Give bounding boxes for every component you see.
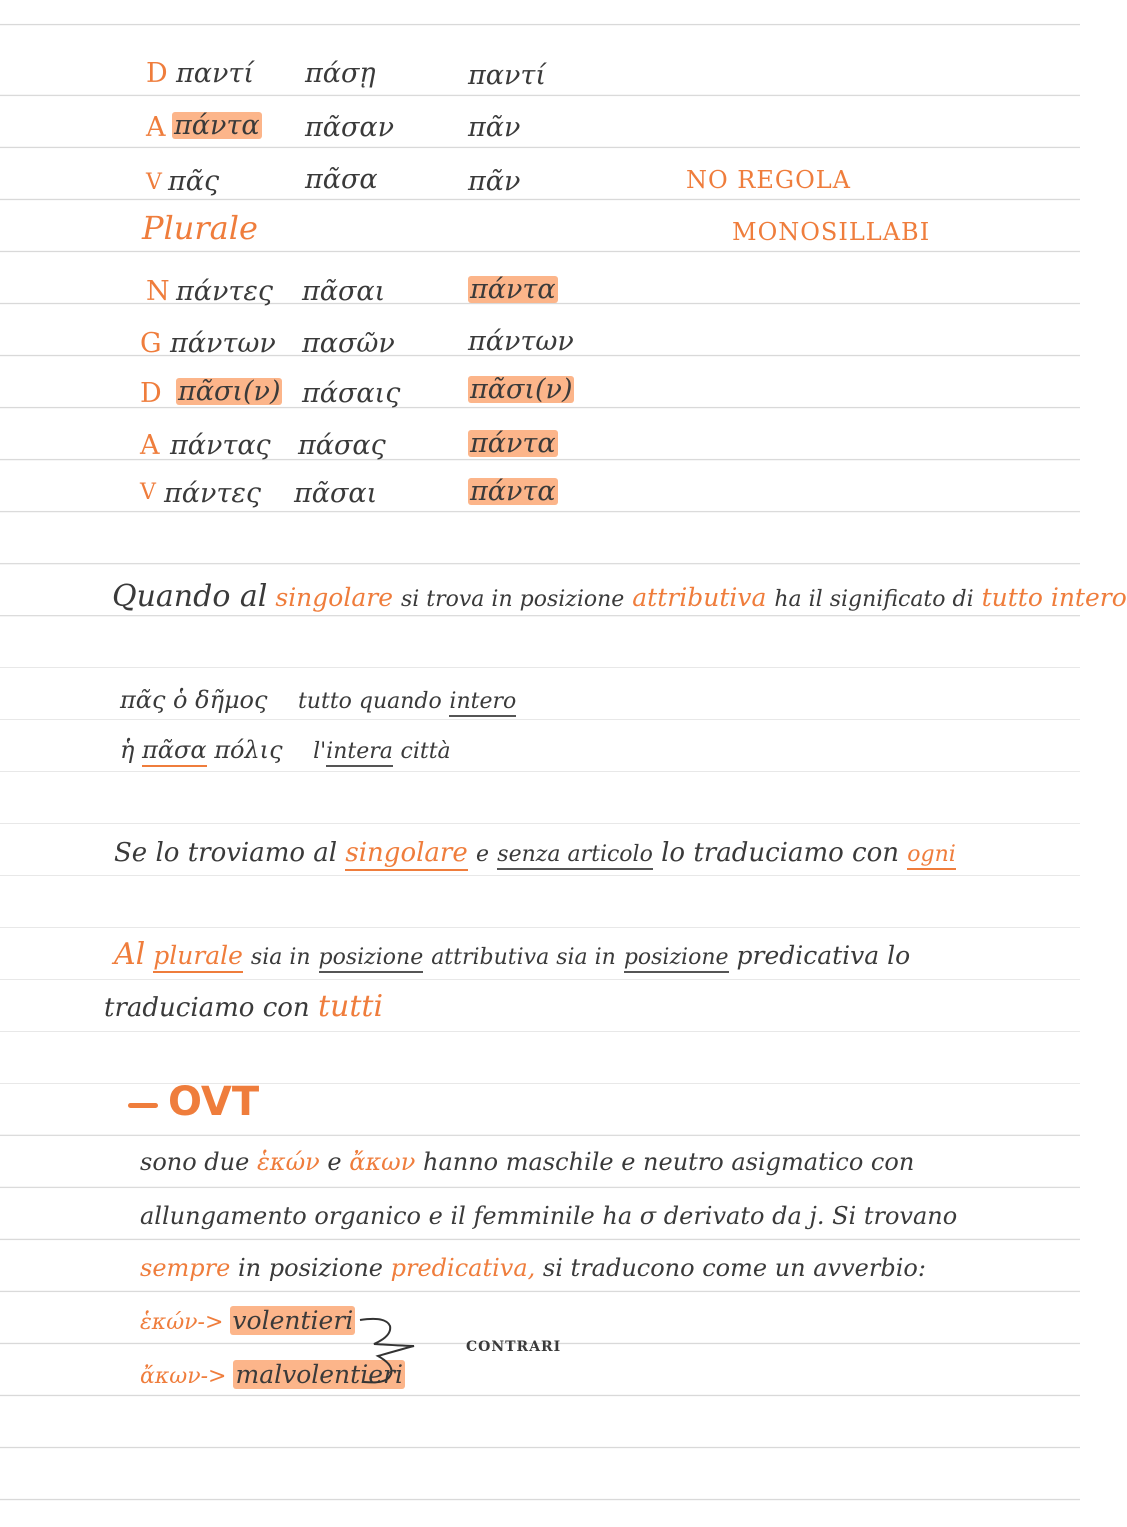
case-label: N bbox=[146, 276, 170, 307]
form-neut: πάντα bbox=[470, 428, 556, 459]
highlight-word: tutti bbox=[317, 989, 384, 1024]
text: lo traduciamo con bbox=[661, 838, 900, 868]
highlight-word: plurale bbox=[153, 941, 243, 973]
greek-noun: πόλις bbox=[214, 736, 283, 764]
text: attributiva sia in bbox=[431, 945, 616, 970]
text: traduciamo con bbox=[104, 993, 310, 1023]
form-masc: πάντα bbox=[174, 110, 260, 141]
contrari-brace-icon bbox=[356, 1310, 466, 1390]
underlined-word: posizione bbox=[624, 945, 729, 973]
rule-plural-cont bbox=[104, 989, 384, 1024]
form-fem: πᾶσαι bbox=[302, 276, 386, 307]
case-label: D bbox=[140, 378, 162, 409]
highlight-word: singolare bbox=[345, 838, 467, 871]
text: ha il significato di bbox=[774, 587, 974, 612]
text: si trova in posizione bbox=[400, 587, 625, 612]
form-neut: πᾶν bbox=[468, 112, 521, 143]
form-masc: πᾶς bbox=[168, 166, 220, 197]
greek-word: πᾶσα bbox=[142, 736, 207, 767]
highlight-word: predicativa, bbox=[390, 1254, 536, 1282]
highlight-word: singolare bbox=[275, 583, 393, 612]
underlined-phrase: senza articolo bbox=[497, 842, 653, 870]
form-masc: παντί bbox=[176, 58, 254, 89]
text: predicativa lo bbox=[736, 941, 911, 970]
case-label: D bbox=[146, 58, 168, 89]
form-fem: πᾶσαι bbox=[294, 478, 378, 509]
underlined-word: posizione bbox=[319, 945, 424, 973]
greek-word: ἑκών bbox=[256, 1148, 320, 1176]
text: hanno maschile e neutro asigmatico con bbox=[422, 1148, 915, 1176]
section-dash bbox=[128, 1103, 158, 1108]
form-masc: πάντας bbox=[170, 430, 271, 461]
form-neut: πάντα bbox=[470, 274, 556, 305]
form-fem: πάσῃ bbox=[305, 58, 376, 89]
translation: l' bbox=[313, 739, 327, 764]
example-polis bbox=[120, 738, 451, 763]
form-neut: πάντων bbox=[468, 326, 574, 357]
ovt-line-1 bbox=[140, 1150, 914, 1174]
translation: città bbox=[400, 739, 451, 764]
arrow: -> bbox=[197, 1310, 224, 1335]
form-neut: πᾶν bbox=[468, 166, 521, 197]
form-masc: πάντες bbox=[176, 276, 273, 307]
form-masc: πάντων bbox=[170, 328, 276, 359]
form-fem: πασῶν bbox=[302, 328, 395, 359]
case-label: A bbox=[140, 430, 160, 461]
highlight-word: Al bbox=[114, 937, 146, 972]
greek-phrase: πᾶς ὁ δῆμος bbox=[120, 686, 268, 714]
rule-singular-no-article bbox=[114, 840, 956, 866]
contrari-label: CONTRARI bbox=[466, 1339, 562, 1355]
case-label: V bbox=[140, 480, 156, 505]
arrow: -> bbox=[200, 1364, 227, 1389]
highlight-word: attributiva bbox=[632, 583, 767, 612]
form-fem: πᾶσα bbox=[305, 164, 378, 195]
case-label: A bbox=[146, 112, 166, 143]
form-fem: πᾶσαν bbox=[305, 112, 395, 143]
case-label: V bbox=[146, 170, 162, 195]
text: e bbox=[327, 1148, 342, 1176]
text: si traducono come un avverbio: bbox=[542, 1254, 926, 1282]
ovt-line-3 bbox=[140, 1256, 926, 1280]
section-title: OVT bbox=[168, 1079, 260, 1125]
example-demos bbox=[120, 688, 516, 713]
text: Quando al bbox=[112, 579, 268, 614]
text: e bbox=[476, 842, 490, 867]
note-line-1: NO REGOLA bbox=[686, 166, 852, 194]
text: in bbox=[237, 1254, 262, 1282]
translation: intero bbox=[449, 689, 516, 717]
form-neut: πάντα bbox=[470, 476, 556, 507]
highlight-word: tutto intero bbox=[981, 583, 1127, 612]
greek-word: ἄκων bbox=[349, 1148, 416, 1176]
rule-plural bbox=[114, 937, 911, 972]
text: posizione bbox=[268, 1254, 383, 1282]
form-neut: πᾶσι(ν) bbox=[470, 374, 573, 405]
note-line-2: MONOSILLABI bbox=[732, 218, 931, 246]
plural-heading: Plurale bbox=[142, 209, 258, 247]
form-masc: πάντες bbox=[164, 478, 261, 509]
translation: tutto quando bbox=[297, 689, 442, 714]
text: Se lo troviamo al bbox=[114, 838, 338, 868]
form-fem: πάσαις bbox=[302, 378, 401, 409]
translation: malvolentieri bbox=[235, 1360, 403, 1389]
highlight-word: sempre bbox=[140, 1254, 231, 1282]
greek-word: ἑκών bbox=[140, 1310, 198, 1335]
ovt-line-2: allungamento organico e il femminile ha σ derivato da j. Si trovano bbox=[140, 1202, 958, 1230]
case-label: G bbox=[140, 328, 162, 359]
ovt-word-1 bbox=[140, 1308, 355, 1334]
translation: volentieri bbox=[232, 1306, 354, 1335]
form-masc: πᾶσι(ν) bbox=[178, 376, 281, 407]
form-fem: πάσας bbox=[298, 430, 386, 461]
text: sia in bbox=[250, 945, 311, 970]
highlight-word: ogni bbox=[907, 842, 956, 870]
translation: intera bbox=[326, 739, 393, 767]
article: ἡ bbox=[120, 736, 135, 764]
form-neut: παντί bbox=[468, 60, 546, 91]
rule-attributive-singular bbox=[112, 579, 1127, 614]
greek-word: ἄκων bbox=[140, 1364, 201, 1389]
text: sono due bbox=[140, 1148, 250, 1176]
